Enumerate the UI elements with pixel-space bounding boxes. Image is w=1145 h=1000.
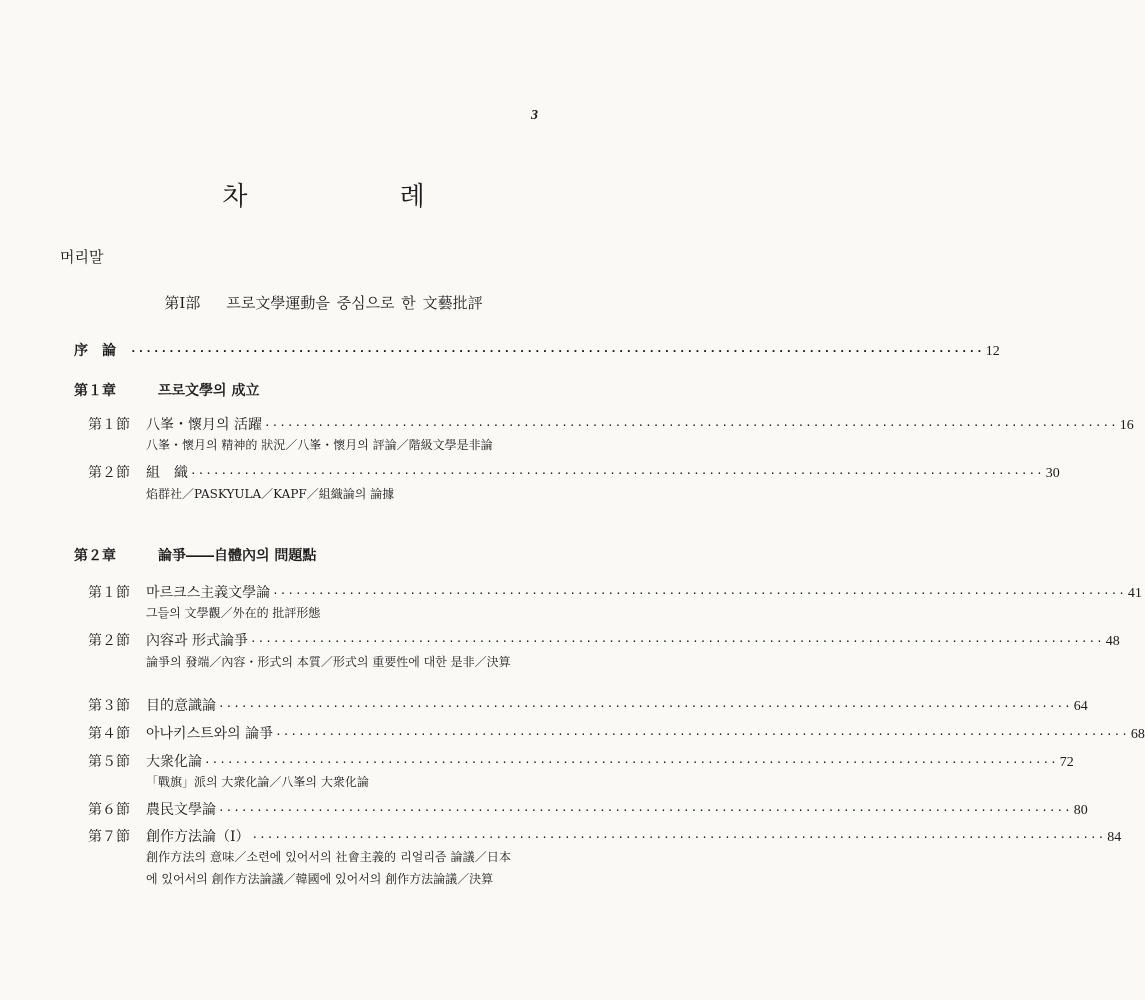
section-label: 第２節 (88, 465, 130, 481)
leader-dots: ················································································································ (204, 756, 1058, 769)
section-label: 第４節 (88, 726, 130, 742)
section-description: 焰群社／PASKYULA／KAPF／組織論의 論據 (146, 487, 395, 501)
leader-dots: ················································································································ (275, 728, 1129, 741)
leader-dots: ················································································································ (272, 587, 1126, 600)
section-title: 大衆化論 (146, 754, 202, 770)
section-label: 第１節 (88, 417, 130, 433)
section-label: 第７節 (88, 829, 130, 845)
chapter-title: 프로文學의 成立 (158, 383, 260, 399)
leader-dots: ················································································································ (263, 419, 1118, 432)
section-page: 64 (1073, 699, 1088, 714)
toc-section (88, 630, 1120, 650)
section-title: 創作方法論（Ⅰ） (146, 829, 250, 845)
section-description: 八峯・懷月의 精神的 狀況／八峯・懷月의 評論／階級文學是非論 (146, 438, 493, 452)
chapter-label: 第２章 (74, 548, 116, 564)
leader-dots: ················································································································ (190, 467, 1044, 480)
toc-section (88, 751, 1074, 771)
section-page: 16 (1119, 418, 1134, 433)
section-page: 48 (1105, 634, 1120, 649)
section-title: 마르크스主義文學論 (146, 585, 271, 601)
section-page: 80 (1073, 803, 1088, 818)
chapter-title: 論爭――自體內의 問題點 (158, 548, 317, 564)
section-description: 그들의 文學觀／外在的 批評形態 (146, 606, 321, 620)
intro-page: 12 (985, 344, 1000, 359)
section-title: 目的意識論 (146, 698, 216, 714)
section-page: 72 (1059, 755, 1074, 770)
section-page: 30 (1045, 466, 1060, 481)
section-description: 「戰旗」派의 大衆化論／八峯의 大衆化論 (146, 775, 369, 789)
section-title: 內容과 形式論爭 (146, 633, 248, 649)
toc-section (88, 826, 1122, 846)
section-label: 第１節 (88, 585, 130, 601)
section-title: 農民文學論 (146, 802, 216, 818)
preface-entry: 머리말 (60, 248, 104, 266)
toc-section (88, 414, 1134, 434)
part-label: 第Ⅰ部 (164, 294, 201, 312)
leader-dots: ················································································································ (130, 345, 984, 358)
chapter-heading (74, 380, 259, 400)
part-heading (0, 292, 647, 313)
leader-dots: ················································································································ (249, 635, 1104, 648)
section-label: 第５節 (88, 754, 130, 770)
leader-dots: ················································································································ (218, 804, 1072, 817)
chapter-label: 第１章 (74, 383, 116, 399)
section-page: 68 (1130, 727, 1145, 742)
toc-section (88, 799, 1088, 819)
page-title: 차 례 (222, 182, 497, 212)
section-page: 41 (1127, 586, 1142, 601)
toc-intro (74, 340, 1000, 360)
section-page: 84 (1107, 830, 1122, 845)
section-description: 創作方法의 意味／소련에 있어서의 社會主義的 리얼리즘 論議／日本에 있어서의 創作方法論議／韓國에 있어서의 創作方法論議／決算 (146, 850, 511, 886)
section-title: 組 織 (146, 465, 188, 481)
intro-title: 序 論 (74, 343, 116, 359)
section-label: 第６節 (88, 802, 130, 818)
section-title: 아나키스트와의 論爭 (146, 726, 274, 742)
toc-section (88, 462, 1060, 482)
leader-dots: ················································································································ (251, 831, 1106, 844)
section-description: 論爭의 發端／內容・形式의 本質／形式의 重要性에 대한 是非／決算 (146, 655, 511, 669)
leader-dots: ················································································································ (218, 700, 1072, 713)
section-label: 第２節 (88, 633, 130, 649)
part-title: 프로文學運動을 중심으로 한 文藝批評 (226, 294, 483, 312)
toc-section (88, 582, 1142, 602)
toc-section (88, 723, 1145, 743)
section-title: 八峯・懷月의 活躍 (146, 417, 262, 433)
section-label: 第３節 (88, 698, 130, 714)
page-number: 3 (531, 108, 538, 123)
chapter-heading (74, 545, 316, 565)
toc-section (88, 695, 1088, 715)
